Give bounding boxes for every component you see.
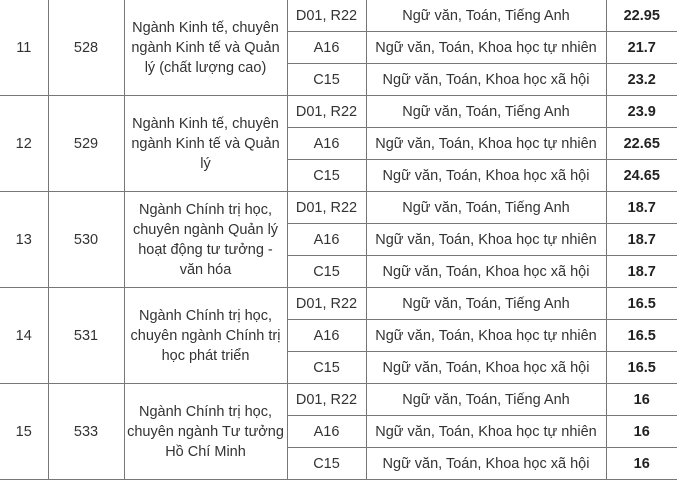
table-row: [0, 384, 677, 416]
cutoff-score-cell: 16: [606, 448, 677, 480]
cutoff-score-cell: 24.65: [606, 160, 677, 192]
subject-combination-cell: Ngữ văn, Toán, Tiếng Anh: [366, 0, 606, 32]
cutoff-score-cell: 16.5: [606, 320, 677, 352]
subject-combination-cell: Ngữ văn, Toán, Khoa học tự nhiên: [366, 128, 606, 160]
major-name-cell: Ngành Chính trị học, chuyên ngành Chính trị học phát triển: [124, 288, 287, 384]
subject-combination-cell: Ngữ văn, Toán, Khoa học tự nhiên: [366, 320, 606, 352]
subject-block-cell: C15: [287, 256, 366, 288]
row-number-cell: 13: [0, 192, 48, 288]
cutoff-score-cell: 16: [606, 384, 677, 416]
cutoff-score-cell: 23.2: [606, 64, 677, 96]
subject-block-cell: D01, R22: [287, 192, 366, 224]
cutoff-score-cell: 18.7: [606, 256, 677, 288]
subject-combination-cell: Ngữ văn, Toán, Khoa học xã hội: [366, 64, 606, 96]
subject-combination-cell: Ngữ văn, Toán, Khoa học tự nhiên: [366, 224, 606, 256]
major-code-cell: 531: [48, 288, 124, 384]
row-number-cell: 11: [0, 0, 48, 96]
subject-combination-cell: Ngữ văn, Toán, Khoa học xã hội: [366, 160, 606, 192]
subject-block-cell: D01, R22: [287, 0, 366, 32]
cutoff-score-cell: 16.5: [606, 352, 677, 384]
subject-block-cell: A16: [287, 320, 366, 352]
major-code-cell: 529: [48, 96, 124, 192]
subject-combination-cell: Ngữ văn, Toán, Tiếng Anh: [366, 192, 606, 224]
major-name-cell: Ngành Chính trị học, chuyên ngành Tư tưởng Hồ Chí Minh: [124, 384, 287, 480]
subject-block-cell: C15: [287, 160, 366, 192]
cutoff-score-cell: 23.9: [606, 96, 677, 128]
subject-combination-cell: Ngữ văn, Toán, Khoa học xã hội: [366, 256, 606, 288]
cutoff-score-cell: 16.5: [606, 288, 677, 320]
subject-block-cell: C15: [287, 352, 366, 384]
subject-combination-cell: Ngữ văn, Toán, Khoa học tự nhiên: [366, 416, 606, 448]
table-row: [0, 192, 677, 224]
subject-block-cell: A16: [287, 416, 366, 448]
subject-combination-cell: Ngữ văn, Toán, Khoa học tự nhiên: [366, 32, 606, 64]
table-row: [0, 288, 677, 320]
table-row: [0, 96, 677, 128]
subject-block-cell: C15: [287, 64, 366, 96]
subject-block-cell: A16: [287, 32, 366, 64]
cutoff-score-cell: 18.7: [606, 224, 677, 256]
cutoff-score-cell: 21.7: [606, 32, 677, 64]
subject-block-cell: C15: [287, 448, 366, 480]
row-number-cell: 12: [0, 96, 48, 192]
row-number-cell: 15: [0, 384, 48, 480]
subject-block-cell: D01, R22: [287, 384, 366, 416]
subject-combination-cell: Ngữ văn, Toán, Khoa học xã hội: [366, 352, 606, 384]
table-row: [0, 0, 677, 32]
major-code-cell: 528: [48, 0, 124, 96]
major-name-cell: Ngành Kinh tế, chuyên ngành Kinh tế và Quản lý (chất lượng cao): [124, 0, 287, 96]
subject-block-cell: A16: [287, 128, 366, 160]
cutoff-score-cell: 22.95: [606, 0, 677, 32]
major-code-cell: 533: [48, 384, 124, 480]
subject-combination-cell: Ngữ văn, Toán, Tiếng Anh: [366, 384, 606, 416]
major-code-cell: 530: [48, 192, 124, 288]
cutoff-score-cell: 16: [606, 416, 677, 448]
subject-combination-cell: Ngữ văn, Toán, Khoa học xã hội: [366, 448, 606, 480]
subject-combination-cell: Ngữ văn, Toán, Tiếng Anh: [366, 288, 606, 320]
subject-block-cell: D01, R22: [287, 288, 366, 320]
row-number-cell: 14: [0, 288, 48, 384]
subject-block-cell: D01, R22: [287, 96, 366, 128]
major-name-cell: Ngành Kinh tế, chuyên ngành Kinh tế và Quản lý: [124, 96, 287, 192]
cutoff-score-cell: 18.7: [606, 192, 677, 224]
cutoff-score-cell: 22.65: [606, 128, 677, 160]
subject-block-cell: A16: [287, 224, 366, 256]
major-name-cell: Ngành Chính trị học, chuyên ngành Quản lý hoạt động tư tưởng - văn hóa: [124, 192, 287, 288]
subject-combination-cell: Ngữ văn, Toán, Tiếng Anh: [366, 96, 606, 128]
